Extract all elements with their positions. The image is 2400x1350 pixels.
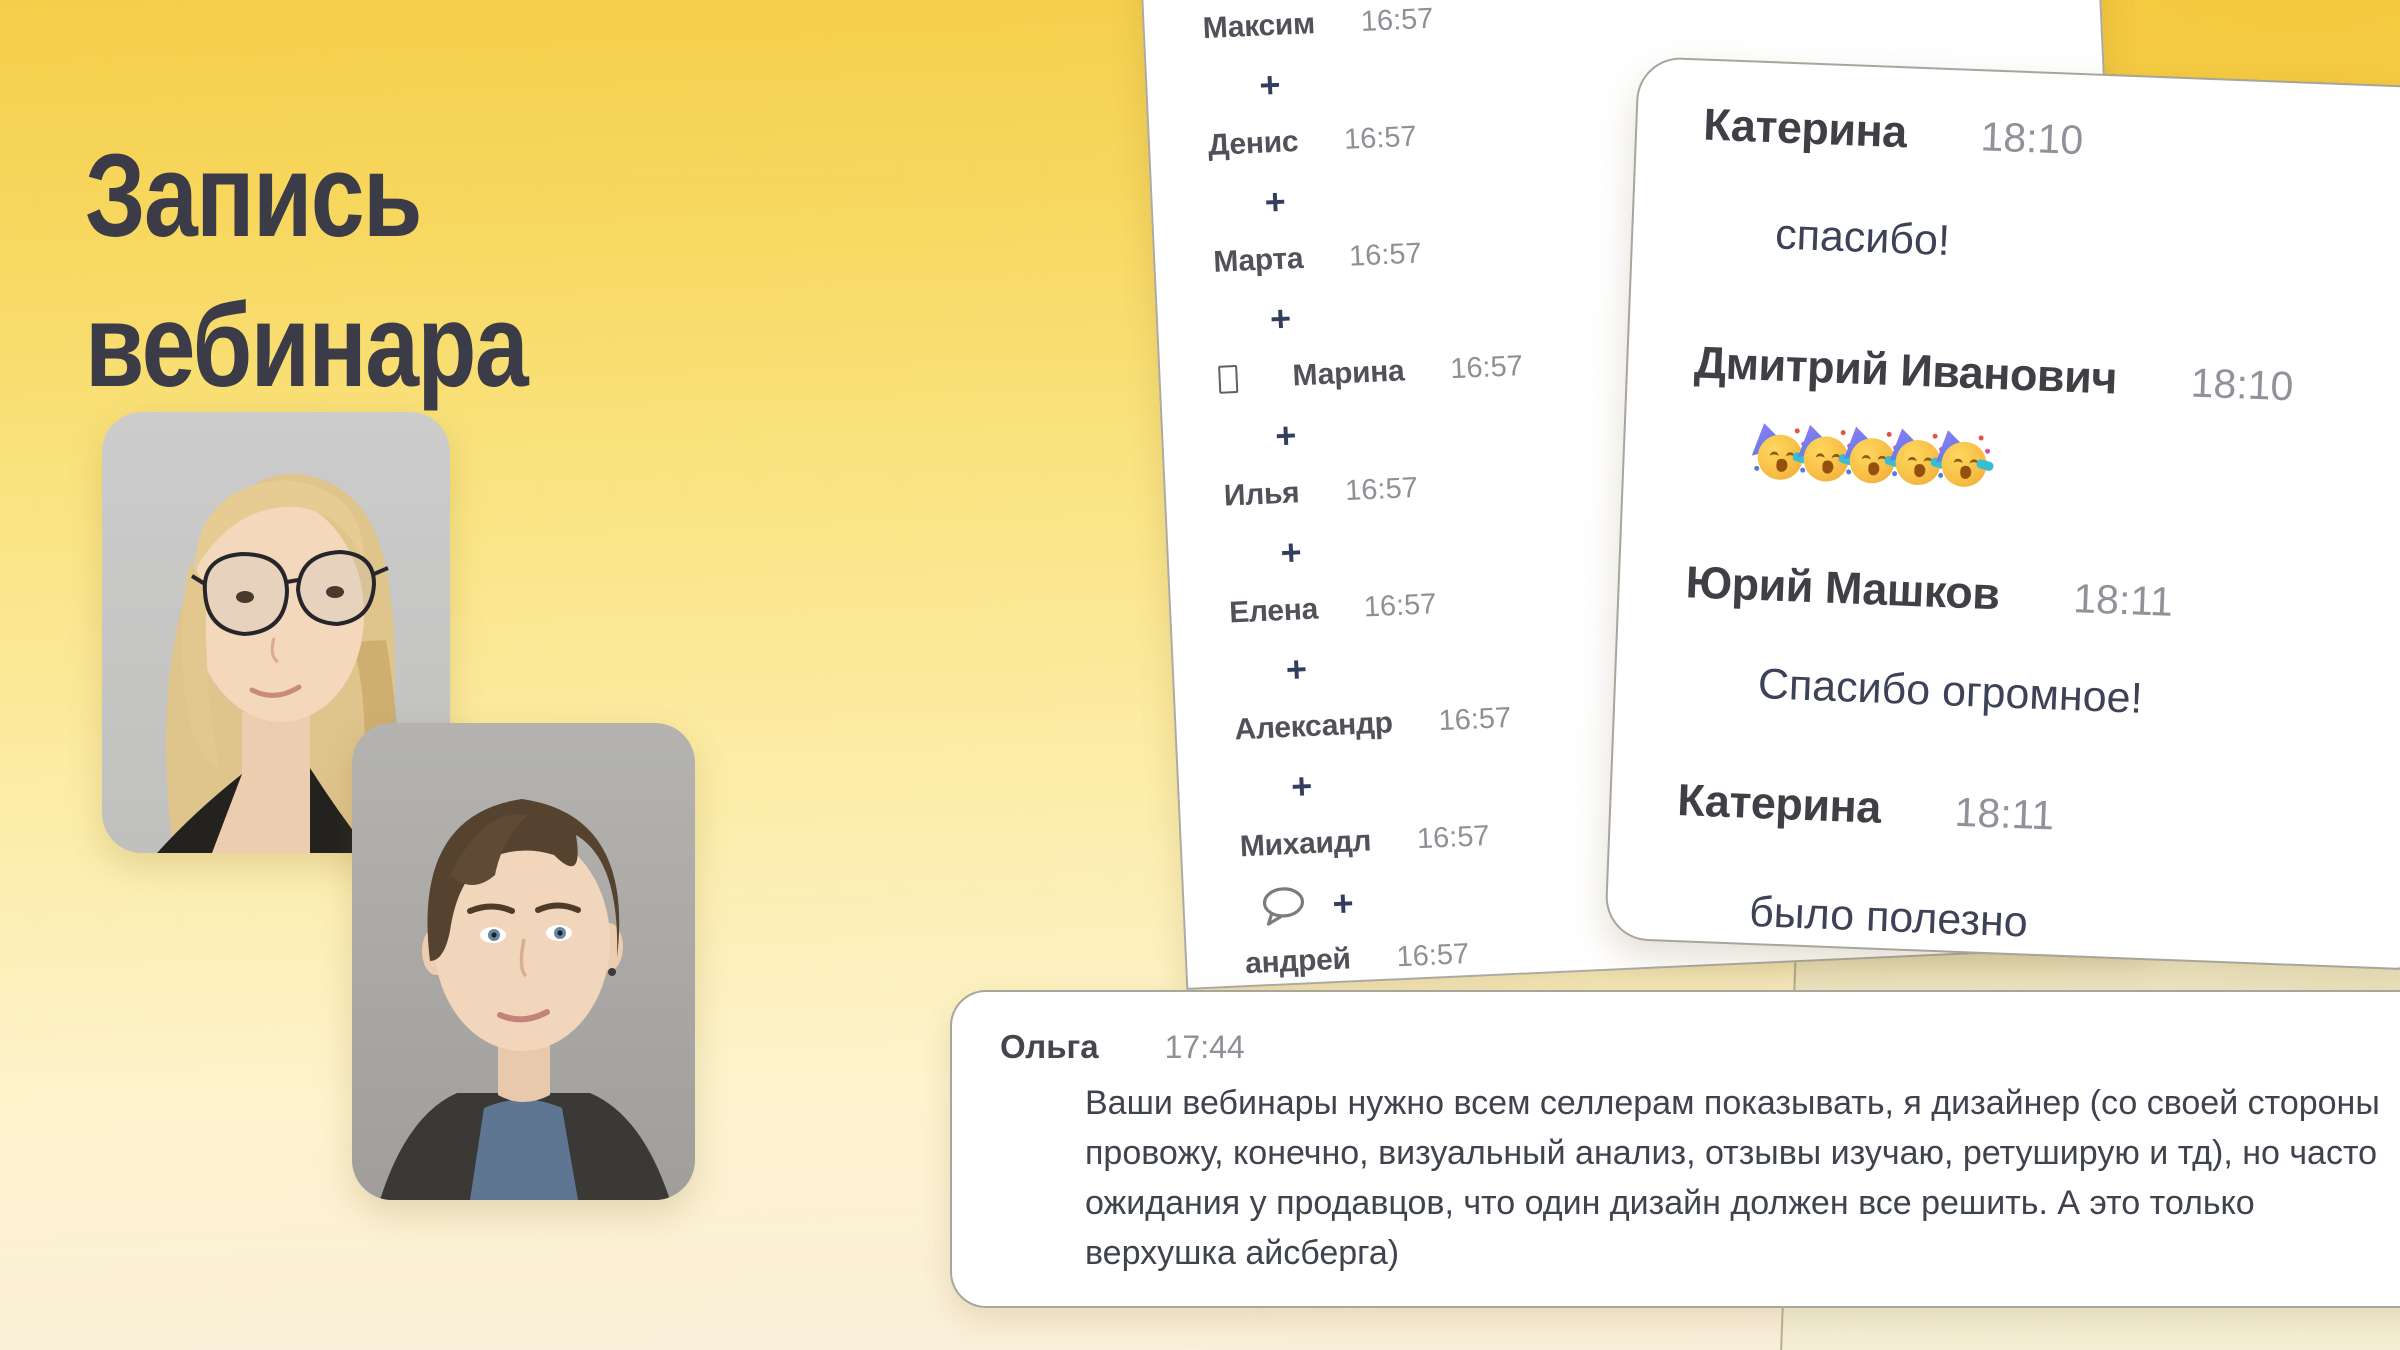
participant-row [1229, 587, 1438, 630]
chat-message-text: Ваши вебинары нужно всем селлерам показывать, я дизайнер (со своей стороны провожу, конечно, визуальный анализ, отзывы изучаю, ретуширую и тд), но часто ожидания у продавцов, что один дизайн должен все решить. А это только верхушка айсберга) [1085, 1084, 2380, 1272]
chat-author-row [1702, 99, 2084, 166]
participant-row [1244, 937, 1469, 981]
join-indicator-row [1284, 648, 1308, 691]
join-indicator-row [1279, 531, 1303, 574]
plus-icon: + [1290, 765, 1314, 807]
chat-author-name: Ольга [1000, 1028, 1099, 1065]
participant-row [1234, 701, 1512, 748]
join-indicator-row [1260, 883, 1355, 927]
chat-emoji-row [1752, 425, 1984, 492]
chat-message-text: было полезно [1748, 887, 2029, 947]
join-indicator-row [1274, 414, 1298, 457]
participant-row [1202, 2, 1434, 46]
title-line-1: Запись [85, 130, 421, 263]
plus-icon: + [1284, 648, 1308, 691]
man-portrait-illustration [352, 723, 695, 1200]
plus-icon: + [1274, 414, 1298, 457]
plus-icon: + [1331, 882, 1355, 925]
participant-row [1207, 120, 1417, 163]
participant-time: 16:57 [1363, 588, 1438, 624]
participant-name: Марта [1212, 241, 1304, 279]
participant-time: 16:57 [1449, 350, 1524, 386]
chat-author-name: Катерина [1702, 98, 1908, 158]
chat-timestamp: 18:10 [2189, 359, 2295, 410]
chat-timestamp: 18:11 [1953, 788, 2056, 839]
join-indicator-row [1269, 297, 1292, 340]
missing-glyph-box-icon [1218, 365, 1238, 394]
participant-row [1239, 819, 1490, 864]
participant-time: 16:57 [1343, 120, 1418, 156]
join-indicator-row [1263, 180, 1287, 223]
participant-name: Марина [1291, 354, 1406, 393]
chat-author-name: Юрий Машков [1684, 556, 2001, 620]
chat-author-row [1685, 556, 2174, 627]
plus-icon: + [1263, 180, 1287, 223]
participant-name: андрей [1244, 942, 1352, 981]
join-indicator-row [1290, 765, 1314, 807]
chat-author-row [1693, 336, 2294, 411]
participant-time: 16:57 [1416, 820, 1491, 856]
plus-icon: + [1279, 531, 1303, 574]
chat-author-row [1000, 1028, 1245, 1066]
participant-name: Елена [1228, 592, 1319, 630]
participant-name: Денис [1207, 124, 1299, 163]
participant-time: 16:57 [1395, 938, 1470, 974]
participant-name: Михаидл [1239, 824, 1372, 864]
participant-name: Максим [1202, 7, 1316, 46]
participant-row [1213, 236, 1423, 279]
plus-icon: + [1269, 297, 1292, 340]
chat-author-name: Катерина [1676, 774, 1882, 833]
chat-message-text: Спасибо огромное! [1757, 660, 2144, 723]
chat-timestamp: 18:10 [1979, 113, 2085, 164]
participant-name: Илья [1223, 476, 1301, 513]
page-title [85, 121, 527, 421]
chat-timestamp: 17:44 [1164, 1029, 1245, 1065]
chat-messages-list [1606, 58, 2400, 969]
title-line-2: вебинара [85, 280, 528, 413]
participant-name: Александр [1233, 706, 1394, 747]
chat-card-right [1604, 56, 2400, 971]
join-indicator-row [1258, 63, 1282, 106]
participant-row [1218, 349, 1524, 397]
chat-card-bottom [950, 990, 2400, 1308]
chat-author-row [1676, 774, 2055, 840]
speaker-photo-man [352, 723, 695, 1200]
chat-timestamp: 18:11 [2072, 575, 2174, 625]
participant-row [1223, 471, 1418, 514]
participant-time: 16:57 [1360, 2, 1435, 38]
chat-author-name: Дмитрий Иванович [1693, 336, 2118, 404]
participant-time: 16:57 [1348, 237, 1423, 273]
chat-message-text: спасибо! [1774, 210, 1951, 266]
speech-bubble-icon [1260, 885, 1308, 927]
plus-icon: + [1258, 63, 1282, 106]
participant-time: 16:57 [1437, 701, 1512, 738]
participant-time: 16:57 [1344, 471, 1419, 508]
party-face-emoji [1936, 432, 1994, 492]
